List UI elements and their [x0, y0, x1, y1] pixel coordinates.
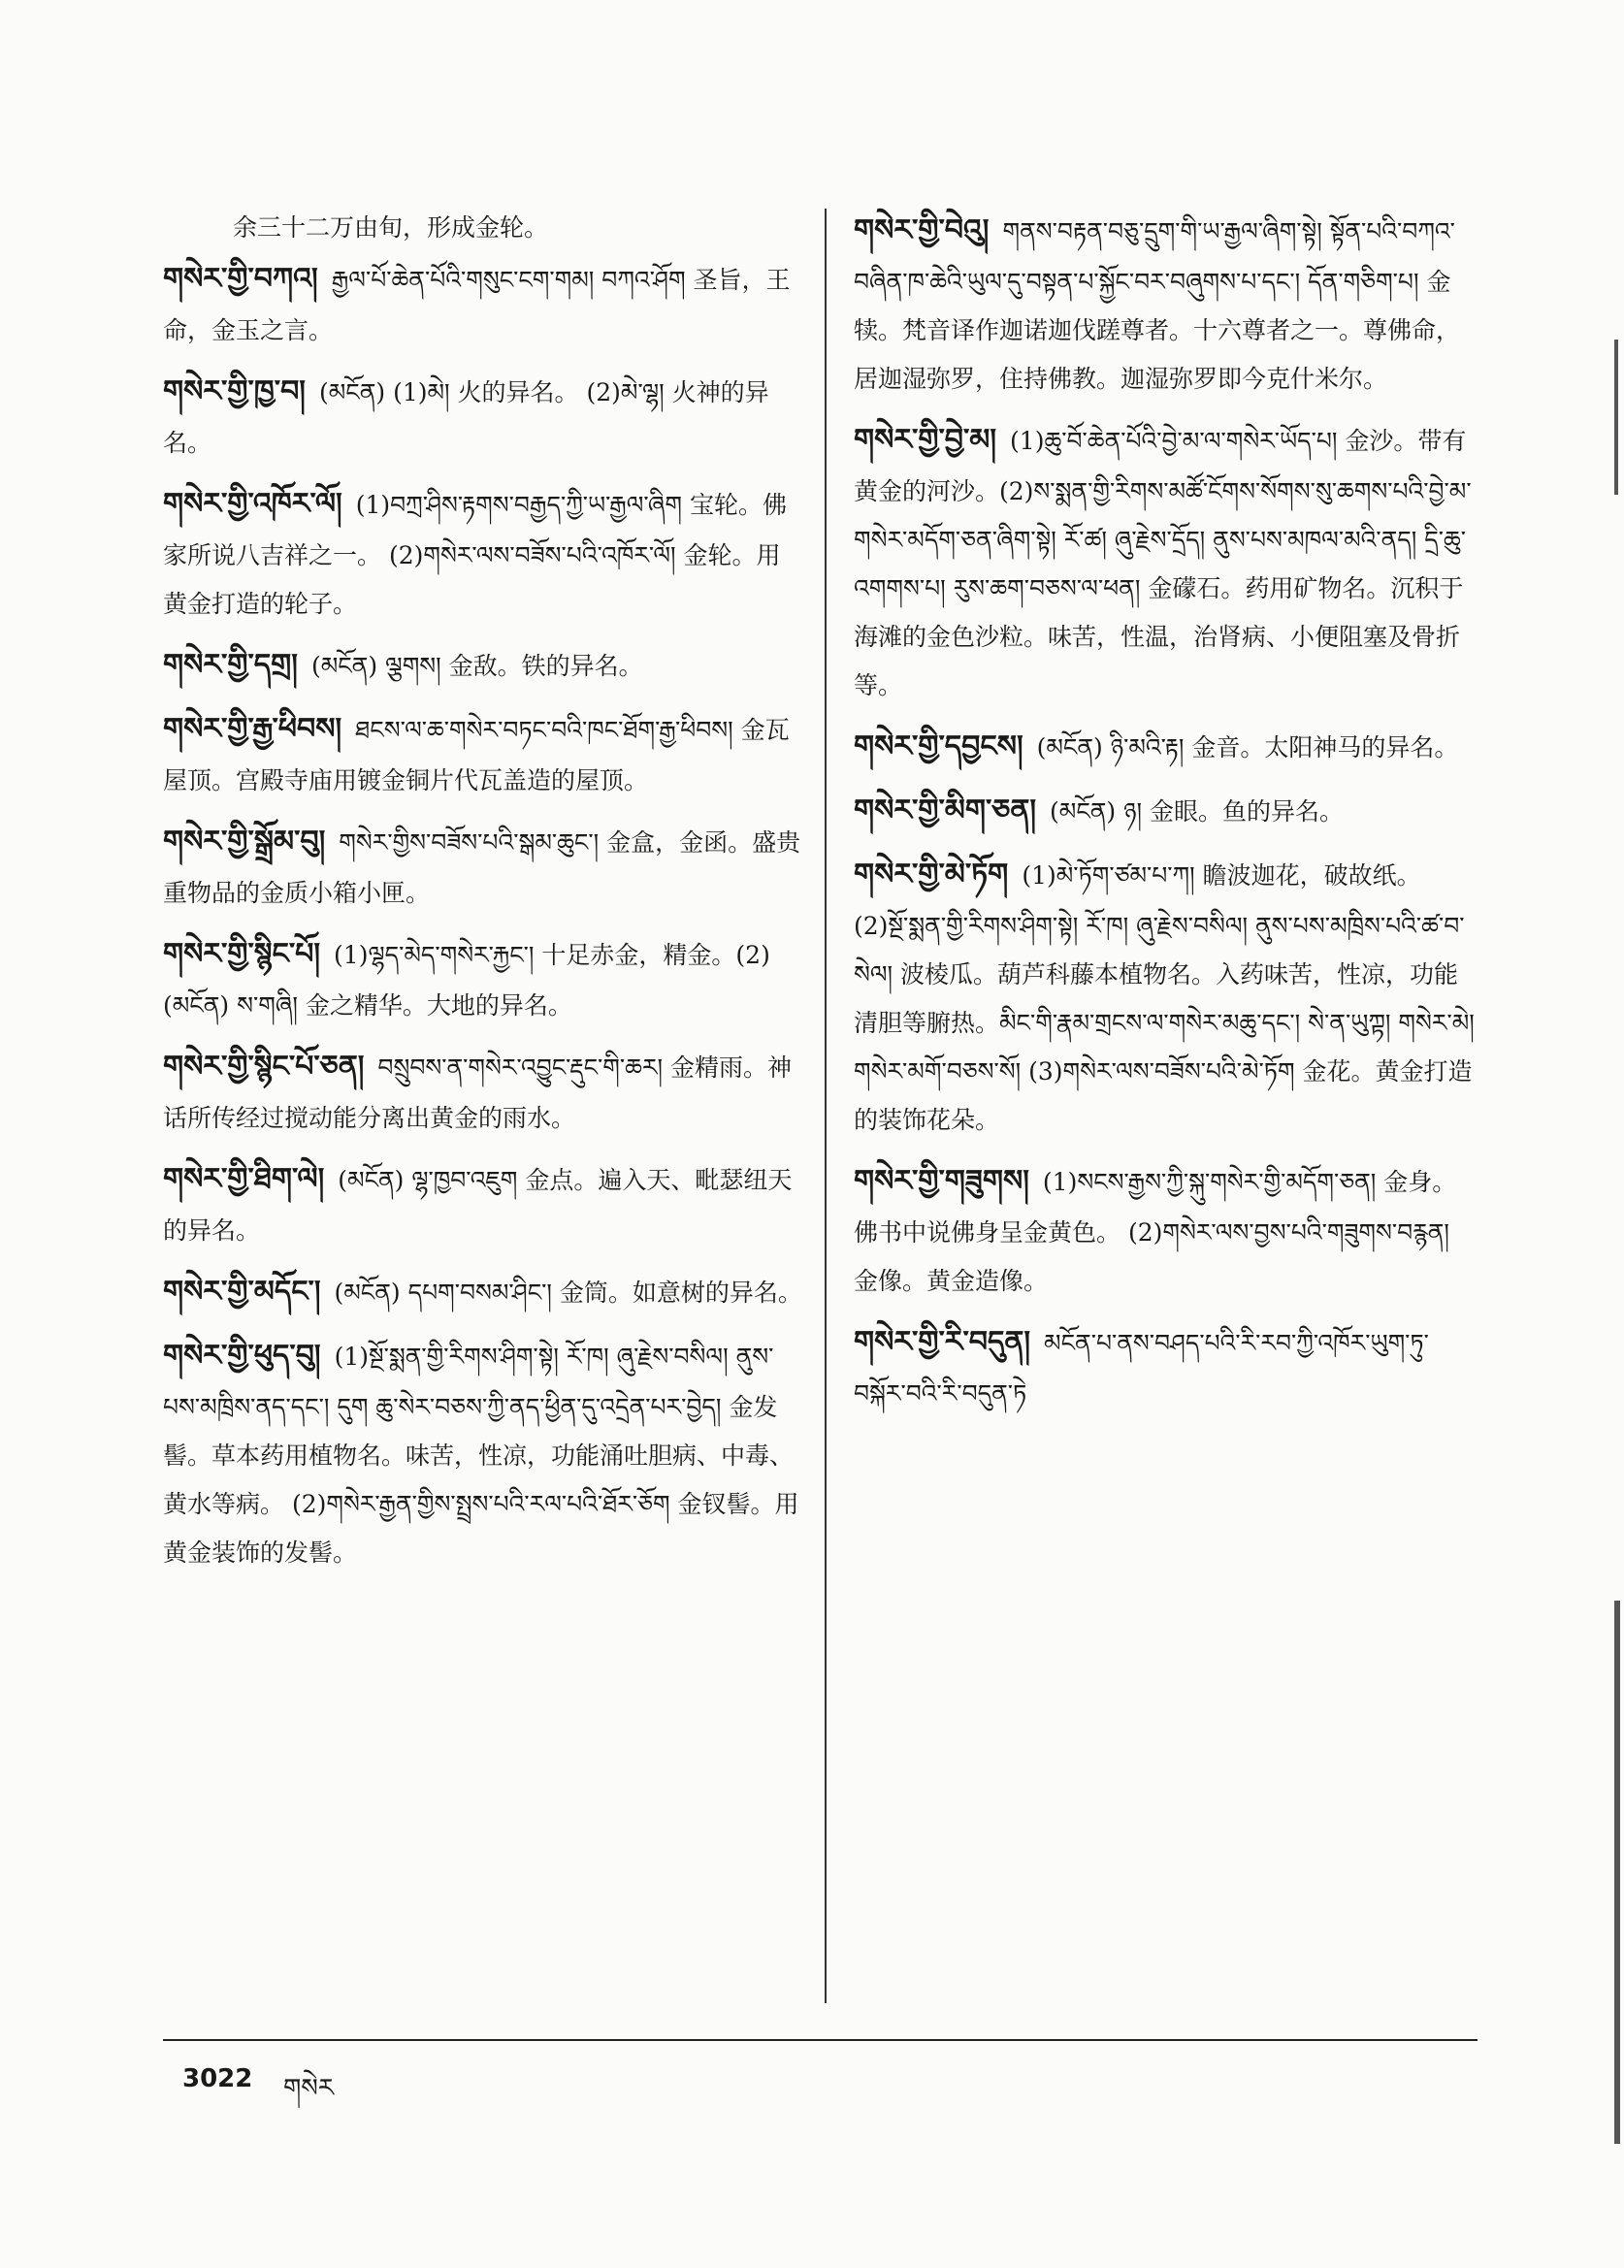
entry-headword: གསེར་གྱི་དགྲ། [163, 648, 298, 682]
margin-mark [1614, 1601, 1620, 2144]
dictionary-entry [163, 365, 803, 468]
dictionary-entry [163, 1265, 803, 1319]
dictionary-entry [163, 702, 803, 805]
entry-definition: (མངོན) ལྷ་ཁྱབ་འཇུག 金点。遍入天、毗瑟纽天的异名。 [163, 1166, 793, 1245]
entry-definition: (1)མེ་ཏོག་ཙམ་པ་ཀ། 瞻波迦花，破故纸。 (2)སྔོ་སྨན་གྱི་རིགས་ཤིག་སྟེ། རོ་ཁ། ཞུ་རྗེས་བསིལ། ནུས་པས་མཁྲིས་པའི་ཚ་བ་སེལ། 波棱瓜。葫芦科藤本植物名。入药味苦，性凉，功能清胆等腑热。མིང་གི་རྣམ་གྲངས་ལ་གསེར་མཆུ་དང་། སེ་ན་ཡུཀྟ། གསེར་མེ། གསེར་མགོ་བཅས་སོ། (3)གསེར་ལས་བཟོས་པའི་མེ་ཏོག 金花。黄金打造的装饰花朵。 [854, 861, 1475, 1134]
entry-headword: གསེར་གྱི་ཕུད་བུ། [163, 1339, 321, 1373]
entry-headword: གསེར་གྱི་ཐིག་ལེ། [163, 1162, 325, 1196]
margin-mark [1614, 340, 1618, 495]
right-entries [854, 204, 1475, 1418]
dictionary-entry [163, 252, 803, 355]
entry-headword: གསེར་གྱི་རི་བདུན། [854, 1325, 1031, 1359]
entry-headword: གསེར་གྱི་བཀའ། [163, 262, 318, 296]
dictionary-entry [163, 927, 803, 1030]
entry-headword: གསེར་གྱི་མིག་ཅན། [854, 794, 1037, 827]
entry-definition: གསེར་གྱིས་བཟོས་པའི་སྒམ་ཆུང་། 金盒，金函。盛贵重物品的金质小箱小匣。 [163, 828, 801, 907]
entry-headword: གསེར་གྱི་སྙིང་པོ། [163, 937, 321, 971]
entry-headword: གསེར་གྱི་བྱེ་མ། [854, 423, 997, 457]
entry-definition: (མངོན) (1)མེ། 火的异名。 (2)མེ་ལྷ། 火神的异名。 [163, 378, 769, 457]
entry-headword: གསེར་གྱི་སྙིང་པོ་ཅན། [163, 1050, 365, 1084]
entry-definition: རྒྱལ་པོ་ཆེན་པོའི་གསུང་ངག་གམ། བཀའ་ཤོག 圣旨，王命，金玉之言。 [163, 266, 791, 344]
left-entries [163, 252, 803, 1577]
entry-definition: (མངོན) དཔག་བསམ་ཤིང་། 金筒。如意树的异名。 [334, 1279, 802, 1307]
entry-definition: (1)སྔོ་སྨན་གྱི་རིགས་ཤིག་སྟེ། རོ་ཁ། ཞུ་རྗེས་བསིལ། ནུས་པས་མཁྲིས་ནད་དང་། དུག ཆུ་སེར་བཅས་ཀྱི་ནད་ཕྱིན་དུ་འདྲེན་པར་བྱེད། 金发髻。草本药用植物名。味苦，性凉，功能涌吐胆病、中毒、黄水等病。 (2)གསེར་རྒྱན་གྱིས་སྤྲས་པའི་རལ་པའི་ཐོར་ཅོག 金钗髻。用黄金装饰的发髻。 [163, 1343, 799, 1567]
dictionary-entry [854, 1315, 1475, 1418]
left-column [163, 204, 803, 1587]
entry-headword: གསེར་གྱི་སྒྲོམ་བུ། [163, 825, 326, 859]
entry-headword: གསེར་གྱི་འཁོར་ལོ། [163, 487, 342, 521]
dictionary-entry [854, 204, 1475, 404]
page-number: 3022 [182, 2064, 253, 2093]
dictionary-entry [854, 413, 1475, 710]
entry-headword: གསེར་གྱི་གཟུགས། [854, 1164, 1029, 1198]
entry-definition: (1)བཀྲ་ཤིས་རྟགས་བརྒྱད་ཀྱི་ཡ་རྒྱལ་ཞིག 宝轮。佛家所说八吉祥之一。 (2)གསེར་ལས་བཟོས་པའི་འཁོར་ལོ། 金轮。用黄金打造的轮子。 [163, 491, 787, 618]
entry-definition: ཐངས་ལ་ཆ་གསེར་བཏང་བའི་ཁང་ཐོག་རྒྱ་ཕིབས། 金瓦屋顶。宫殿寺庙用镀金铜片代瓦盖造的屋顶。 [163, 716, 790, 794]
entry-headword: གསེར་གྱི་ཁྱ་བ། [163, 374, 306, 408]
dictionary-entry [854, 720, 1475, 774]
dictionary-entry [854, 848, 1475, 1145]
entry-definition: བསྲུབས་ན་གསེར་འབྱུང་རྡུང་གི་ཆར། 金精雨。神话所传经过搅动能分离出黄金的雨水。 [163, 1053, 793, 1132]
dictionary-entry [163, 638, 803, 693]
dictionary-entry [163, 477, 803, 629]
right-column [854, 204, 1475, 1428]
continued-text: 余三十二万由旬，形成金轮。 [233, 213, 549, 242]
entry-definition: (མངོན) ཉ། 金眼。鱼的异名。 [1050, 797, 1344, 826]
entry-headword: གསེར་གྱི་བེའུ། [854, 213, 990, 247]
column-divider [825, 209, 827, 2003]
dictionary-entry [163, 1152, 803, 1255]
entry-definition: (1)ལྷད་མེད་གསེར་རྐྱང་། 十足赤金，精金。(2)(མངོན) ས་གཞི། 金之精华。大地的异名。 [163, 941, 770, 1020]
entry-definition: (མངོན) ལྕགས། 金敌。铁的异名。 [310, 652, 643, 680]
entry-definition: (1)སངས་རྒྱས་ཀྱི་སྐུ་གསེར་གྱི་མདོག་ཅན། 金身。佛书中说佛身呈金黄色。 (2)གསེར་ལས་བྱས་པའི་གཟུགས་བརྙན། 金像。黄金造像。 [854, 1168, 1457, 1295]
entry-definition: (1)ཆུ་བོ་ཆེན་པོའི་བྱེ་མ་ལ་གསེར་ཡོད་པ། 金沙。带有黄金的河沙。(2)ས་སྨན་གྱི་རིགས་མཚོ་ངོགས་སོགས་སུ་ཆགས་པའི་བྱེ་མ་གསེར་མདོག་ཅན་ཞིག་སྟེ། རོ་ཚ། ཞུ་རྗེས་དྲོད། ནུས་པས་མཁལ་མའི་ནད། དྲི་ཆུ་འགགས་པ། རུས་ཆག་བཅས་ལ་ཕན། 金礞石。药用矿物名。沉积于海滩的金色沙粒。味苦，性温，治肾病、小便阻塞及骨折等。 [854, 427, 1472, 699]
entry-headword: གསེར་གྱི་མདོང་། [163, 1275, 321, 1309]
entry-definition: གནས་བརྟན་བཅུ་དྲུག་གི་ཡ་རྒྱལ་ཞིག་སྟེ། སྟོན་པའི་བཀའ་བཞིན་ཁ་ཆེའི་ཡུལ་དུ་བསྟན་པ་སྐྱོང་བར་བཞུགས་པ་དང་། དོན་གཅིག་པ། 金犊。梵音译作迦诺迦伐蹉尊者。十六尊者之一。尊佛命，居迦湿弥罗，住持佛教。迦湿弥罗即今克什米尔。 [854, 217, 1461, 393]
dictionary-entry [163, 1329, 803, 1577]
entry-headword: གསེར་གྱི་མེ་ཏོག [854, 858, 1009, 891]
entry-headword: གསེར་གྱི་རྒྱ་ཕིབས། [163, 712, 342, 746]
entry-definition: (མངོན) ཉི་མའི་རྟ། 金音。太阳神马的异名。 [1036, 733, 1459, 761]
entry-headword: གསེར་གྱི་དབྱངས། [854, 729, 1023, 763]
entry-definition: མངོན་པ་ནས་བཤད་པའི་རི་རབ་ཀྱི་འཁོར་ཡུག་ཏུ་བསྐོར་བའི་རི་བདུན་ཏེ [854, 1329, 1429, 1408]
dictionary-entry [163, 1040, 803, 1143]
dictionary-entry [854, 784, 1475, 838]
dictionary-entry [163, 815, 803, 918]
running-head: གསེར [283, 2074, 335, 2103]
margin-marks [1614, 0, 1624, 2268]
footer-rule [163, 2039, 1478, 2041]
dictionary-entry [854, 1154, 1475, 1306]
